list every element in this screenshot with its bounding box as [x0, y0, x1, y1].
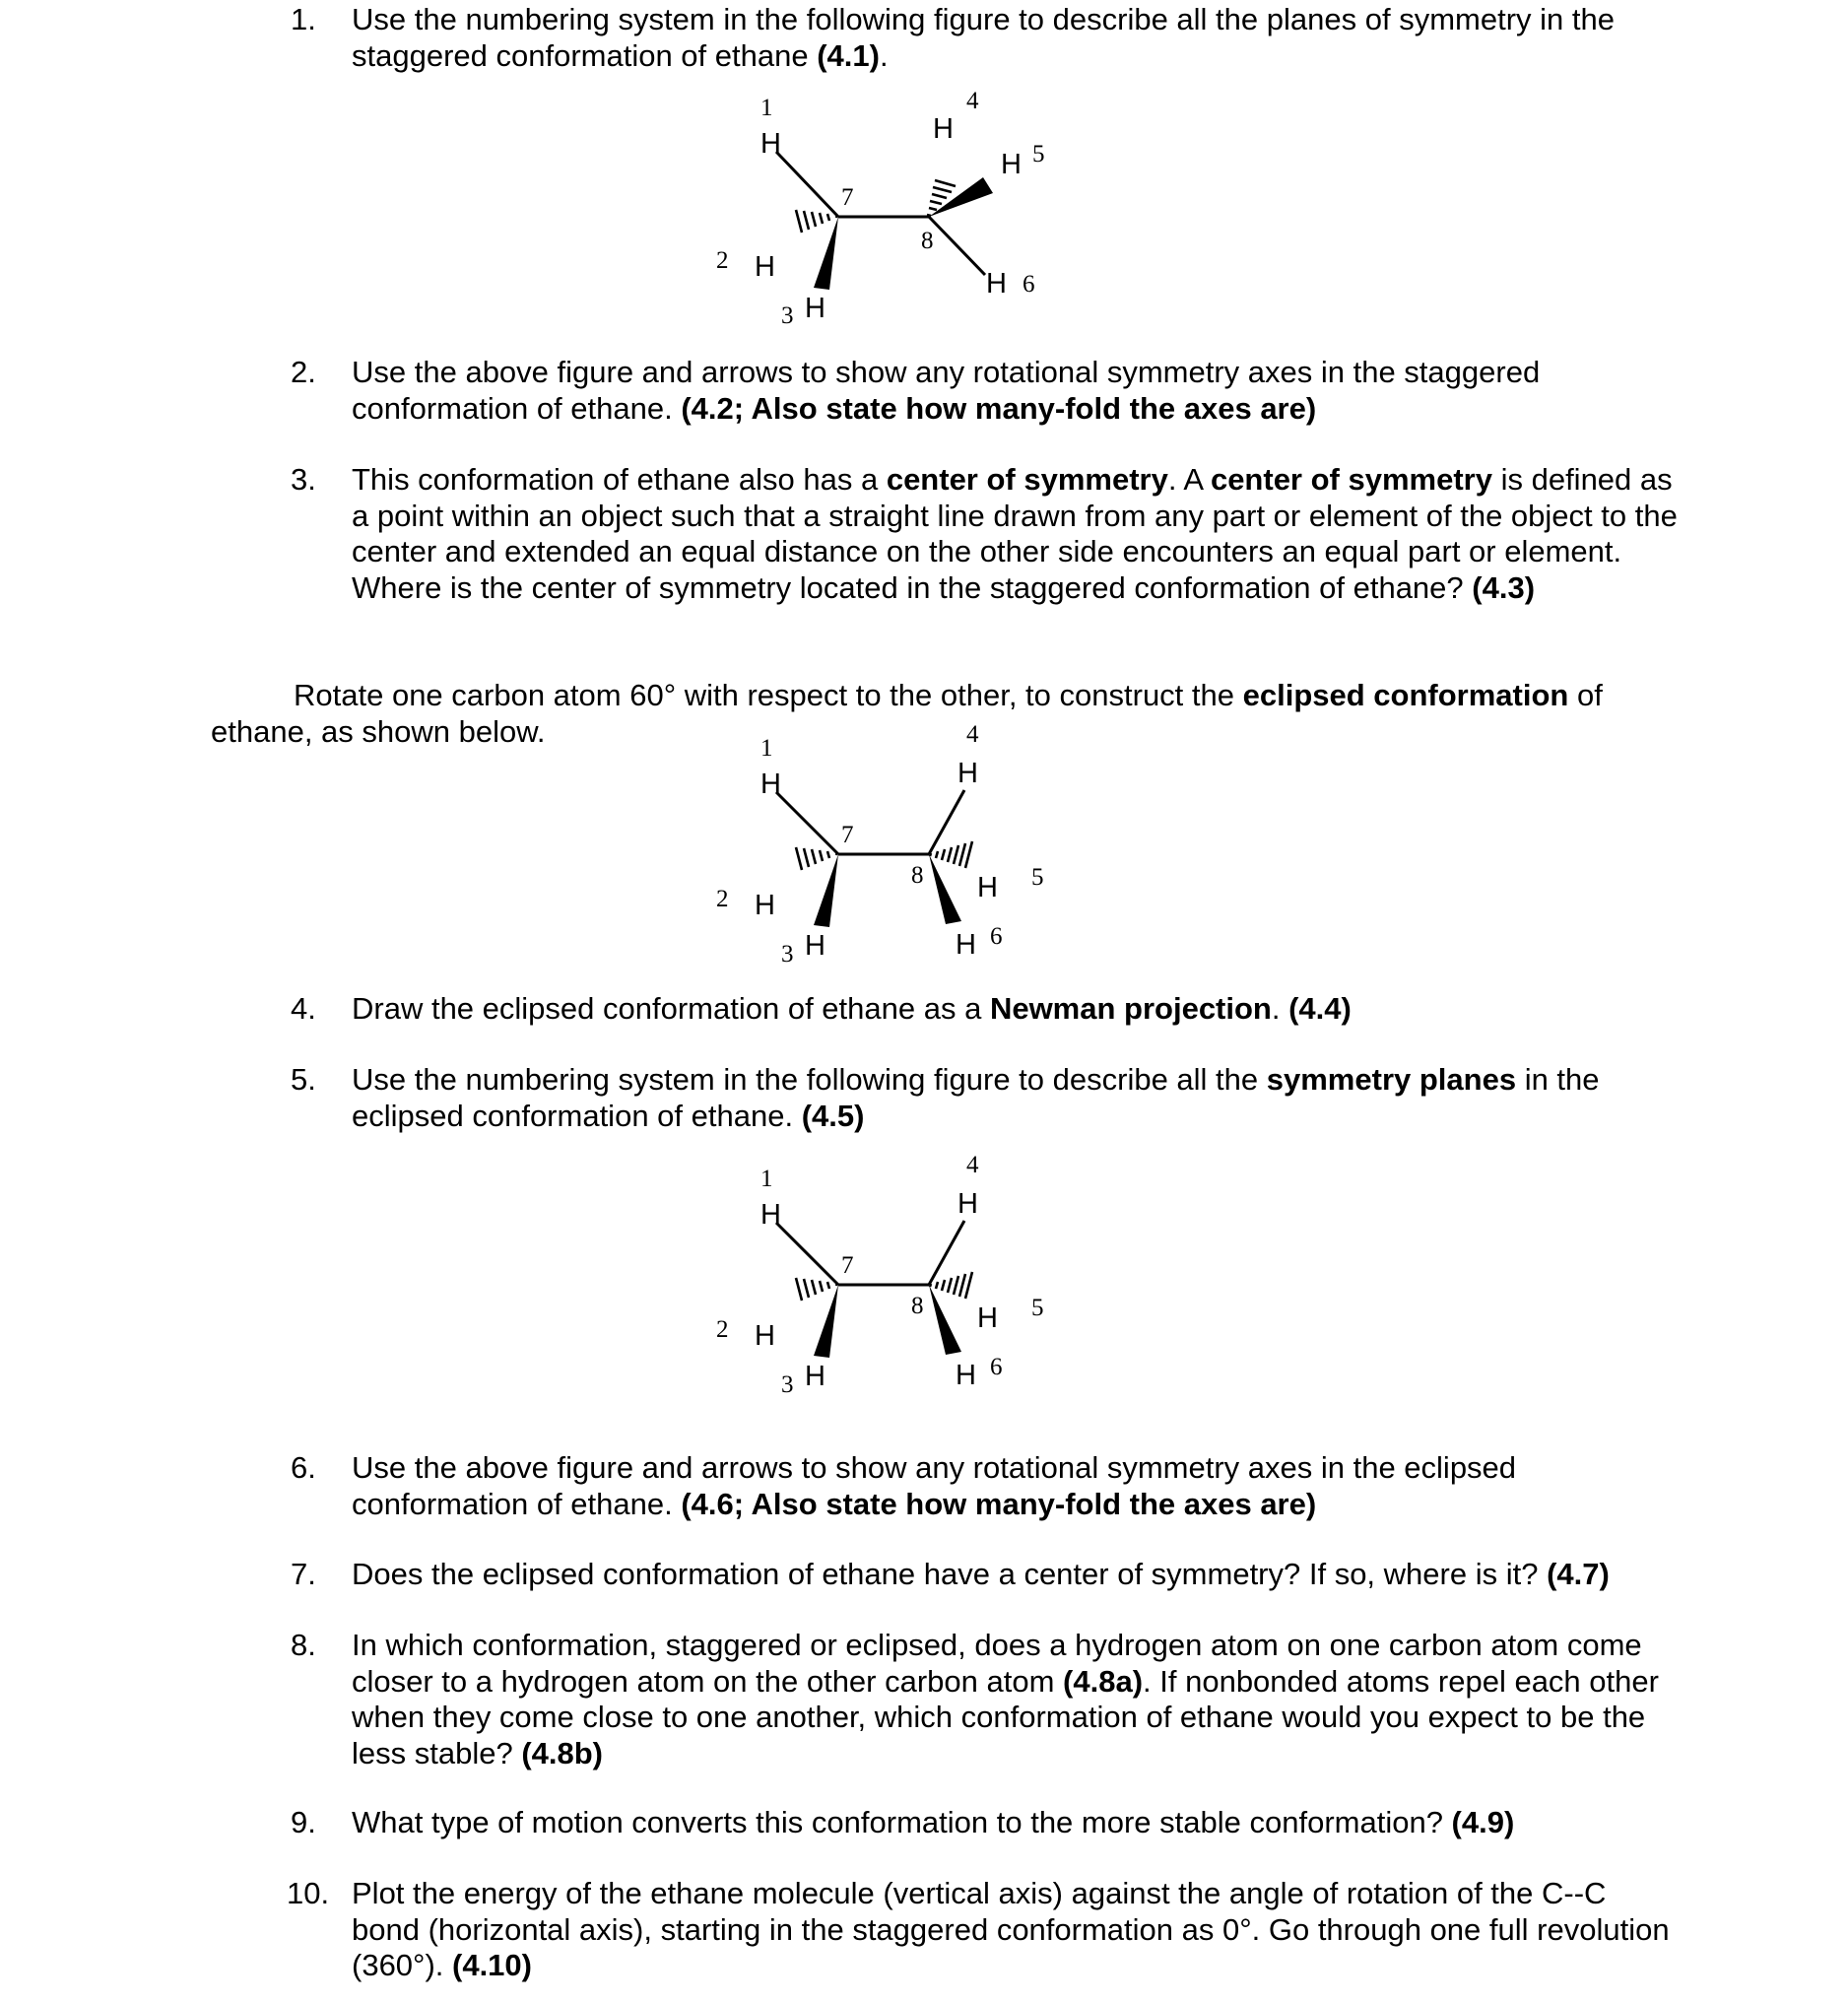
question-text — [352, 355, 1680, 427]
text-run: . A — [1167, 462, 1211, 497]
text-run: Use the above figure and arrows to show any rotational symmetry axes in the staggered conformation of ethane. — [352, 355, 1541, 426]
text-run: of ethane, as shown below. — [211, 678, 1603, 749]
hydrogen-atom-2: H — [755, 1320, 775, 1352]
bond-c8-h4 — [929, 1221, 964, 1285]
question-text — [352, 1557, 1680, 1593]
text-run: This conformation of ethane also has a — [352, 462, 887, 497]
hydrogen-atom-6: H — [956, 929, 976, 961]
atom-number-label: 3 — [781, 941, 794, 968]
question-text — [352, 1450, 1680, 1522]
atom-number-label: 2 — [716, 247, 729, 274]
atom-number-label: 4 — [966, 721, 979, 748]
hydrogen-atom-1: H — [760, 1199, 781, 1231]
question-number: 1. — [291, 2, 316, 36]
question-text — [352, 1805, 1680, 1841]
question-text — [352, 1628, 1680, 1771]
bold-text-run: eclipsed conformation — [1242, 678, 1569, 712]
hydrogen-atom-3: H — [805, 930, 825, 962]
question-10 — [287, 1876, 1680, 1984]
atom-number-label: 7 — [841, 1252, 854, 1279]
text-run: Rotate one carbon atom 60° with respect to the other, to construct the — [294, 678, 1243, 712]
eclipsed-ethane-figure — [709, 1150, 1064, 1401]
question-text — [352, 991, 1680, 1028]
hydrogen-atom-4: H — [957, 1188, 978, 1220]
wedge-c7-h3 — [814, 217, 838, 290]
question-number: 6. — [291, 1450, 316, 1485]
atom-number-label: 4 — [966, 88, 979, 114]
question-6 — [291, 1450, 1680, 1522]
atom-number-label: 8 — [911, 1293, 924, 1319]
question-text — [352, 1062, 1680, 1134]
question-4 — [291, 991, 1680, 1028]
hydrogen-atom-5: H — [1001, 149, 1022, 180]
text-run: Plot the energy of the ethane molecule (vertical axis) against the angle of rotation of the C--C bond (horizontal axis), starting in the staggered conformation as 0°. Go through one full revolution (360°). — [352, 1876, 1670, 1982]
hydrogen-atom-4: H — [957, 758, 978, 789]
hydrogen-atom-5: H — [977, 872, 998, 903]
hydrogen-atom-6: H — [986, 268, 1007, 300]
atom-number-label: 6 — [990, 923, 1003, 950]
question-number: 10. — [287, 1876, 330, 1910]
bold-text-run: (4.5) — [801, 1098, 865, 1133]
atom-number-label: 7 — [841, 822, 854, 848]
hash-c7-h2 — [796, 847, 837, 870]
atom-number-label: 6 — [990, 1354, 1003, 1380]
bond-c7-h1 — [776, 1223, 838, 1285]
question-5 — [291, 1062, 1680, 1134]
text-run: What type of motion converts this conformation to the more stable conformation? — [352, 1805, 1452, 1839]
text-run: is defined as a point within an object such that a straight line drawn from any part or element of the object to the center and extended an equal distance on the other side encounters an equal part or element. Where is the center of symmetry located in the staggered conformation of ethane? — [352, 462, 1678, 605]
text-run: Does the eclipsed conformation of ethane have a center of symmetry? If so, where is it? — [352, 1557, 1548, 1591]
text-run: In which conformation, staggered or eclipsed, does a hydrogen atom on one carbon atom come closer to a hydrogen atom on the other carbon atom — [352, 1628, 1642, 1699]
atom-number-label: 4 — [966, 1152, 979, 1178]
hydrogen-atom-1: H — [760, 128, 781, 160]
question-number: 4. — [291, 991, 316, 1026]
hydrogen-atom-3: H — [805, 293, 825, 324]
bold-text-run: (4.8a) — [1063, 1663, 1144, 1699]
bold-text-run: (4.2; Also state how many-fold the axes are) — [681, 390, 1317, 426]
hydrogen-atom-4: H — [933, 113, 954, 145]
atom-number-label: 5 — [1032, 141, 1045, 167]
bold-text-run: (4.1) — [817, 37, 880, 73]
hydrogen-atom-6: H — [956, 1360, 976, 1391]
question-text — [352, 1876, 1680, 1984]
bold-text-run: center of symmetry — [1210, 462, 1492, 497]
bold-text-run: symmetry planes — [1266, 1062, 1517, 1097]
atom-number-label: 2 — [716, 886, 729, 912]
question-text — [352, 462, 1680, 606]
text-run: . — [1271, 991, 1289, 1026]
question-8 — [291, 1628, 1680, 1771]
atom-number-label: 7 — [841, 184, 854, 211]
text-run: Use the numbering system in the following figure to describe all the — [352, 1062, 1267, 1097]
bold-text-run: (4.10) — [452, 1948, 532, 1982]
question-2 — [291, 355, 1680, 427]
question-1 — [291, 2, 1680, 74]
question-number: 7. — [291, 1557, 316, 1591]
atom-number-label: 5 — [1031, 1295, 1044, 1321]
hydrogen-atom-2: H — [755, 251, 775, 283]
bond-c8-h4 — [929, 790, 964, 854]
question-9 — [291, 1805, 1680, 1841]
atom-number-label: 1 — [760, 735, 773, 762]
hydrogen-atom-1: H — [760, 768, 781, 800]
hydrogen-atom-3: H — [805, 1361, 825, 1392]
wedge-c7-h3 — [814, 854, 838, 927]
text-run: Use the above figure and arrows to show any rotational symmetry axes in the eclipsed conformation of ethane. — [352, 1450, 1517, 1521]
hydrogen-atom-2: H — [755, 890, 775, 921]
atom-number-label: 3 — [781, 1371, 794, 1398]
text-run: . If nonbonded atoms repel each other when they come close to one another, which conformation of ethane would you expect to be the less stable? — [352, 1663, 1659, 1770]
text-run: Use the numbering system in the following figure to describe all the planes of symmetry in the staggered conformation of ethane — [352, 2, 1615, 73]
bold-text-run: (4.6; Also state how many-fold the axes are) — [681, 1486, 1317, 1521]
bold-text-run: (4.8b) — [521, 1735, 604, 1770]
bold-text-run: (4.9) — [1451, 1805, 1515, 1839]
bond-c8-h6 — [929, 217, 985, 275]
question-7 — [291, 1557, 1680, 1593]
atom-number-label: 6 — [1023, 271, 1035, 298]
question-number: 5. — [291, 1062, 316, 1097]
question-number: 9. — [291, 1805, 316, 1839]
question-number: 3. — [291, 462, 316, 497]
text-run: Draw the eclipsed conformation of ethane as a — [352, 991, 990, 1026]
wedge-c7-h3 — [814, 1285, 838, 1358]
bold-text-run: center of symmetry — [886, 462, 1168, 497]
hydrogen-atom-5: H — [977, 1302, 998, 1334]
staggered-ethane-figure — [709, 81, 1064, 337]
question-number: 8. — [291, 1628, 316, 1662]
eclipsed-ethane-figure — [709, 719, 1064, 970]
bond-c7-h1 — [776, 152, 838, 217]
text-run: in the eclipsed conformation of ethane. — [352, 1062, 1600, 1133]
question-3 — [291, 462, 1680, 606]
hash-c8-h5 — [930, 841, 972, 868]
hash-c8-h5 — [930, 1272, 972, 1299]
atom-number-label: 8 — [911, 862, 924, 889]
atom-number-label: 5 — [1031, 864, 1044, 891]
bold-text-run: (4.7) — [1547, 1557, 1610, 1591]
question-number: 2. — [291, 355, 316, 389]
atom-number-label: 3 — [781, 302, 794, 329]
bold-text-run: Newman projection — [989, 991, 1272, 1026]
hash-c7-h2 — [796, 210, 837, 233]
atom-number-label: 1 — [760, 1166, 773, 1192]
atom-number-label: 1 — [760, 95, 773, 121]
text-run: . — [879, 37, 889, 73]
bold-text-run: (4.4) — [1288, 991, 1352, 1026]
atom-number-label: 8 — [921, 228, 934, 254]
question-text — [352, 2, 1680, 74]
wedge-c8-h6 — [929, 854, 961, 924]
atom-number-label: 2 — [716, 1316, 729, 1343]
wedge-c8-h6 — [929, 1285, 961, 1355]
bond-c7-h1 — [776, 792, 838, 854]
bold-text-run: (4.3) — [1472, 569, 1536, 605]
hash-c7-h2 — [796, 1278, 837, 1301]
